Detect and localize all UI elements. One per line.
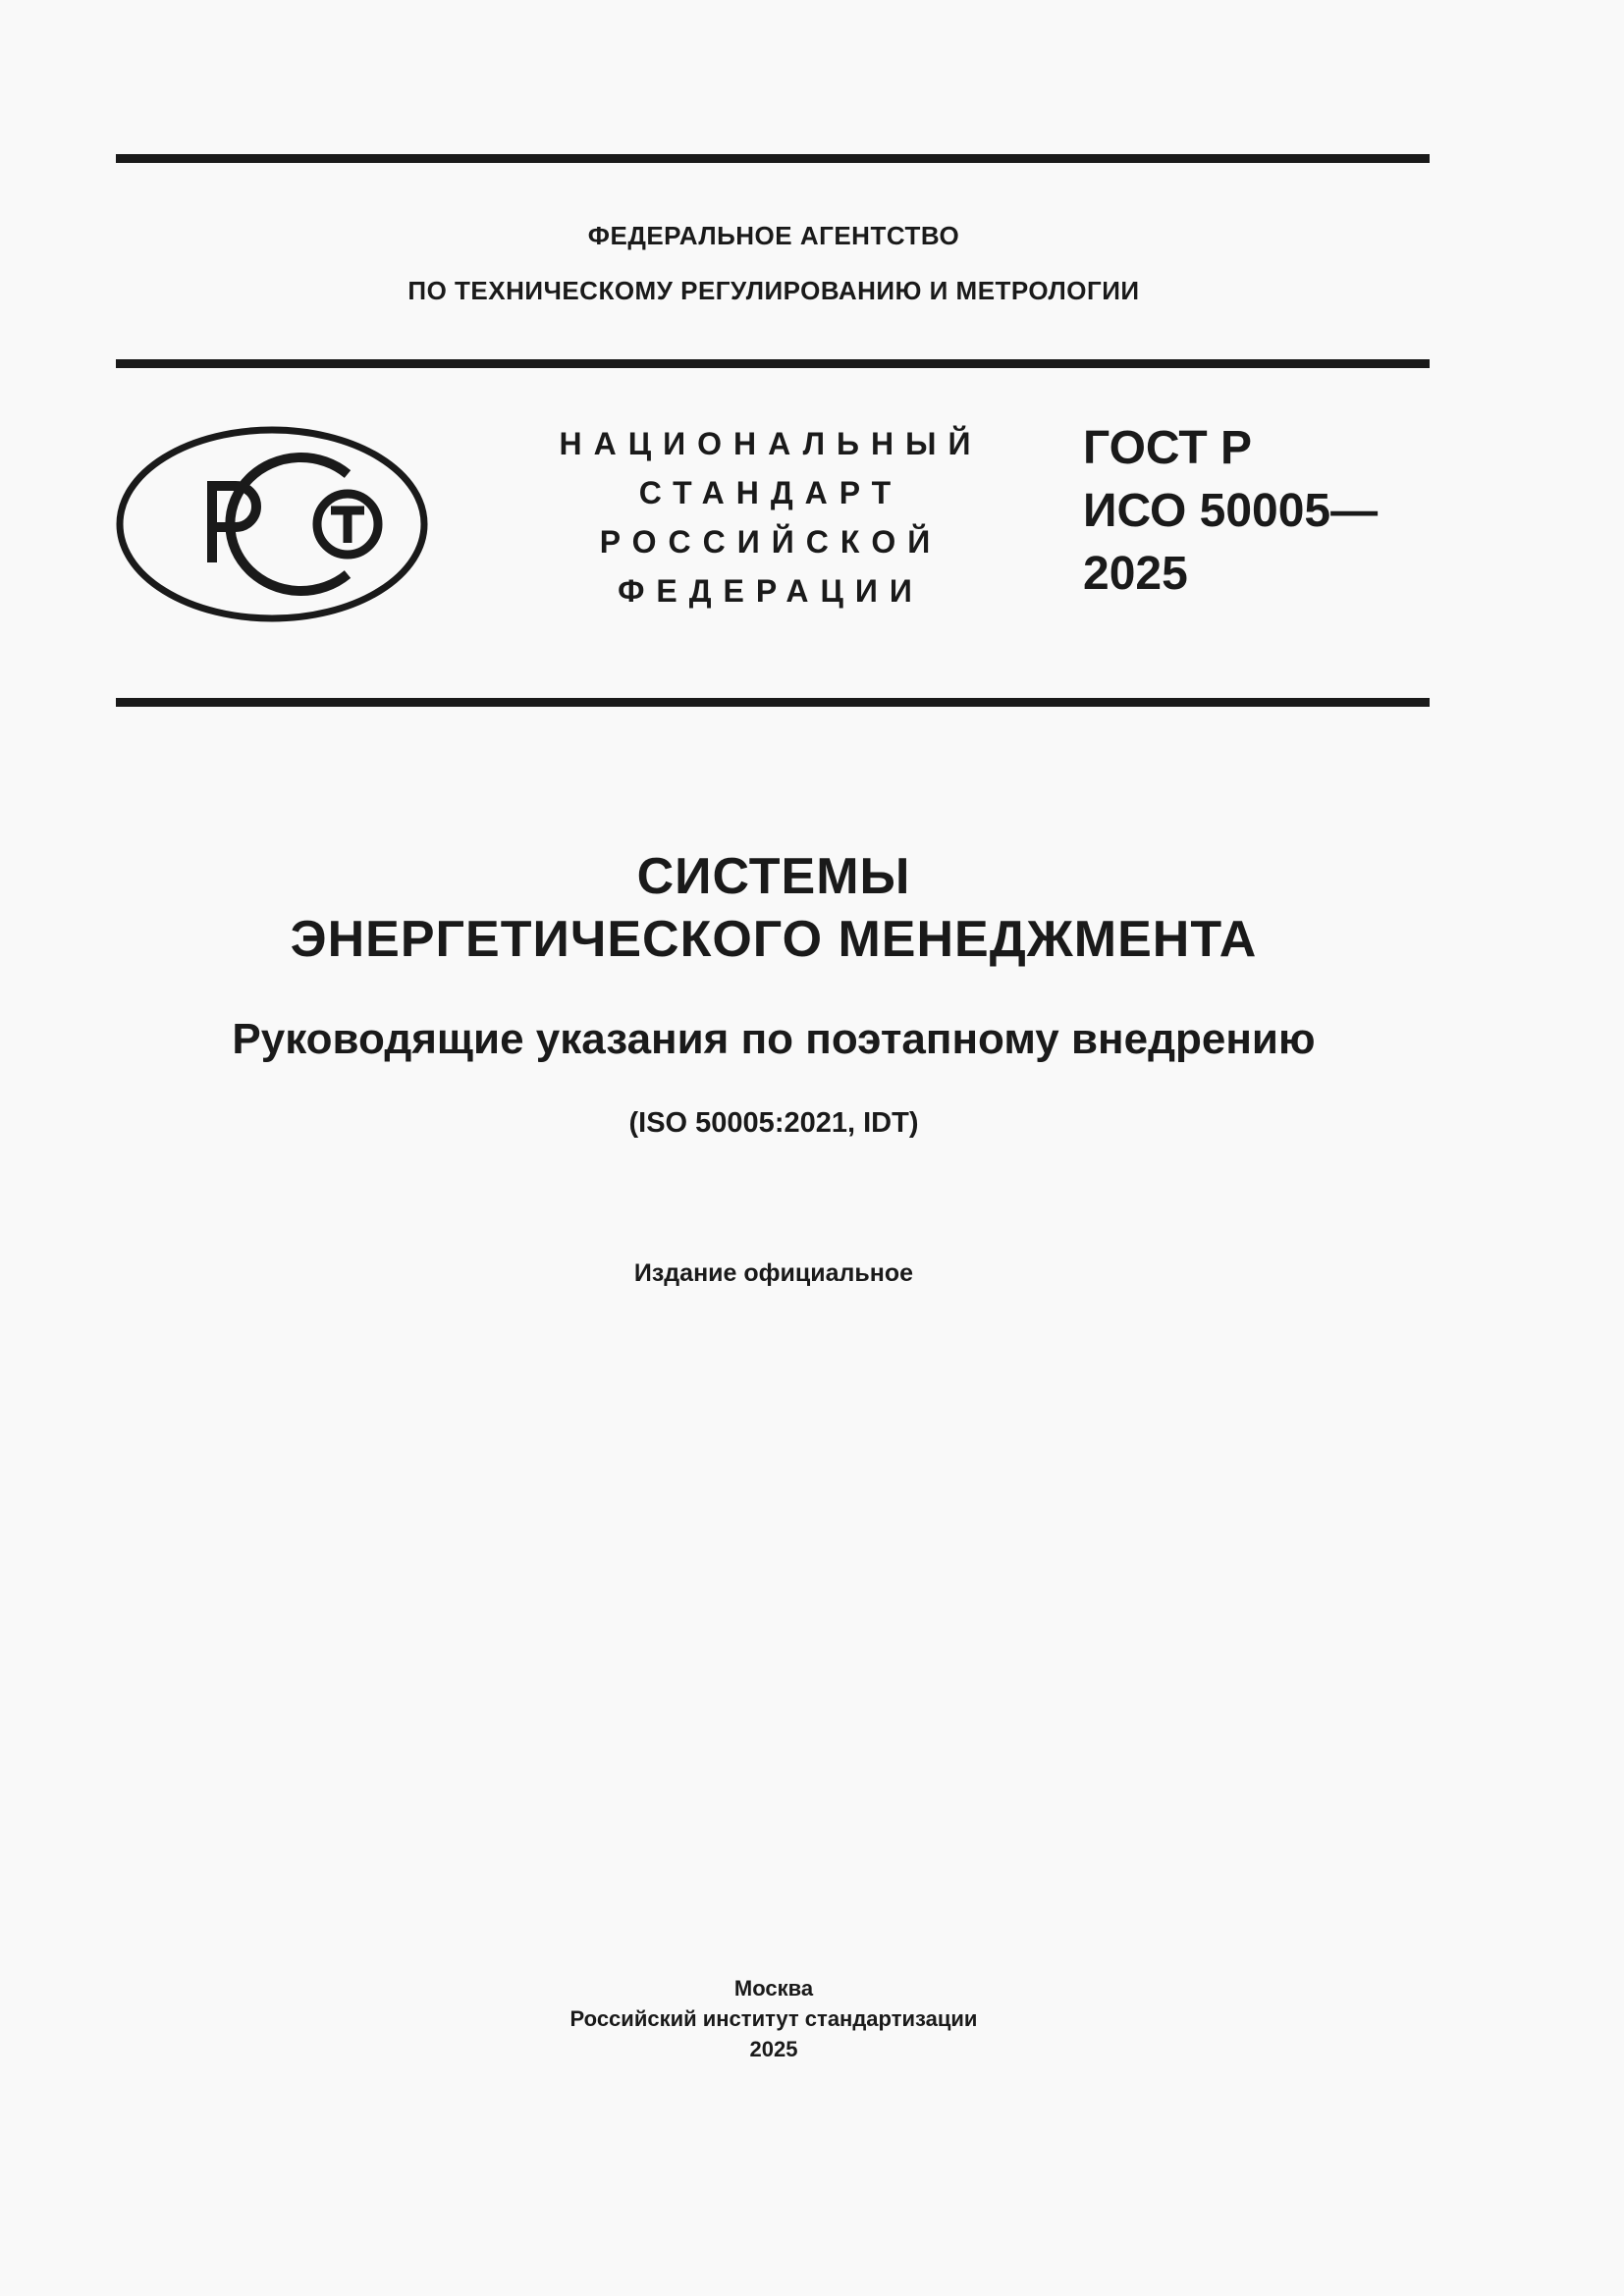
standard-type-line-1: НАЦИОНАЛЬНЫЙ	[559, 426, 983, 461]
standard-type-line-4: ФЕДЕРАЦИИ	[618, 573, 924, 609]
top-rule	[116, 154, 1430, 163]
document-title-line-1: СИСТЕМЫ	[636, 848, 911, 905]
edition-note: Издание официальное	[633, 1259, 914, 1287]
designation-line-2: ИСО 50005—	[1083, 485, 1379, 537]
imprint	[0, 1973, 1547, 2064]
agency-line-2: ПО ТЕХНИЧЕСКОМУ РЕГУЛИРОВАНИЮ И МЕТРОЛОГИИ	[407, 276, 1140, 305]
standard-type-line-2: СТАНДАРТ	[638, 475, 903, 510]
designation-line-1: ГОСТ Р	[1083, 422, 1253, 474]
standard-designation	[1083, 417, 1378, 606]
designation-line-3: 2025	[1083, 548, 1188, 600]
iso-reference: (ISO 50005:2021, IDT)	[628, 1107, 919, 1139]
rst-mark-logo	[116, 425, 428, 623]
document-subtitle: Руководящие указания по поэтапному внедрению	[232, 1015, 1316, 1063]
imprint-city: Москва	[733, 1976, 814, 2001]
header-rule	[116, 359, 1430, 368]
document-title-line-2: ЭНЕРГЕТИЧЕСКОГО МЕНЕДЖМЕНТА	[290, 911, 1258, 968]
imprint-year: 2025	[749, 2037, 798, 2061]
agency-line-1: ФЕДЕРАЛЬНОЕ АГЕНТСТВО	[587, 221, 960, 250]
imprint-publisher: Российский институт стандартизации	[569, 2006, 978, 2031]
logo-rule	[116, 698, 1430, 707]
standard-type-line-3: РОССИЙСКОЙ	[599, 524, 943, 560]
